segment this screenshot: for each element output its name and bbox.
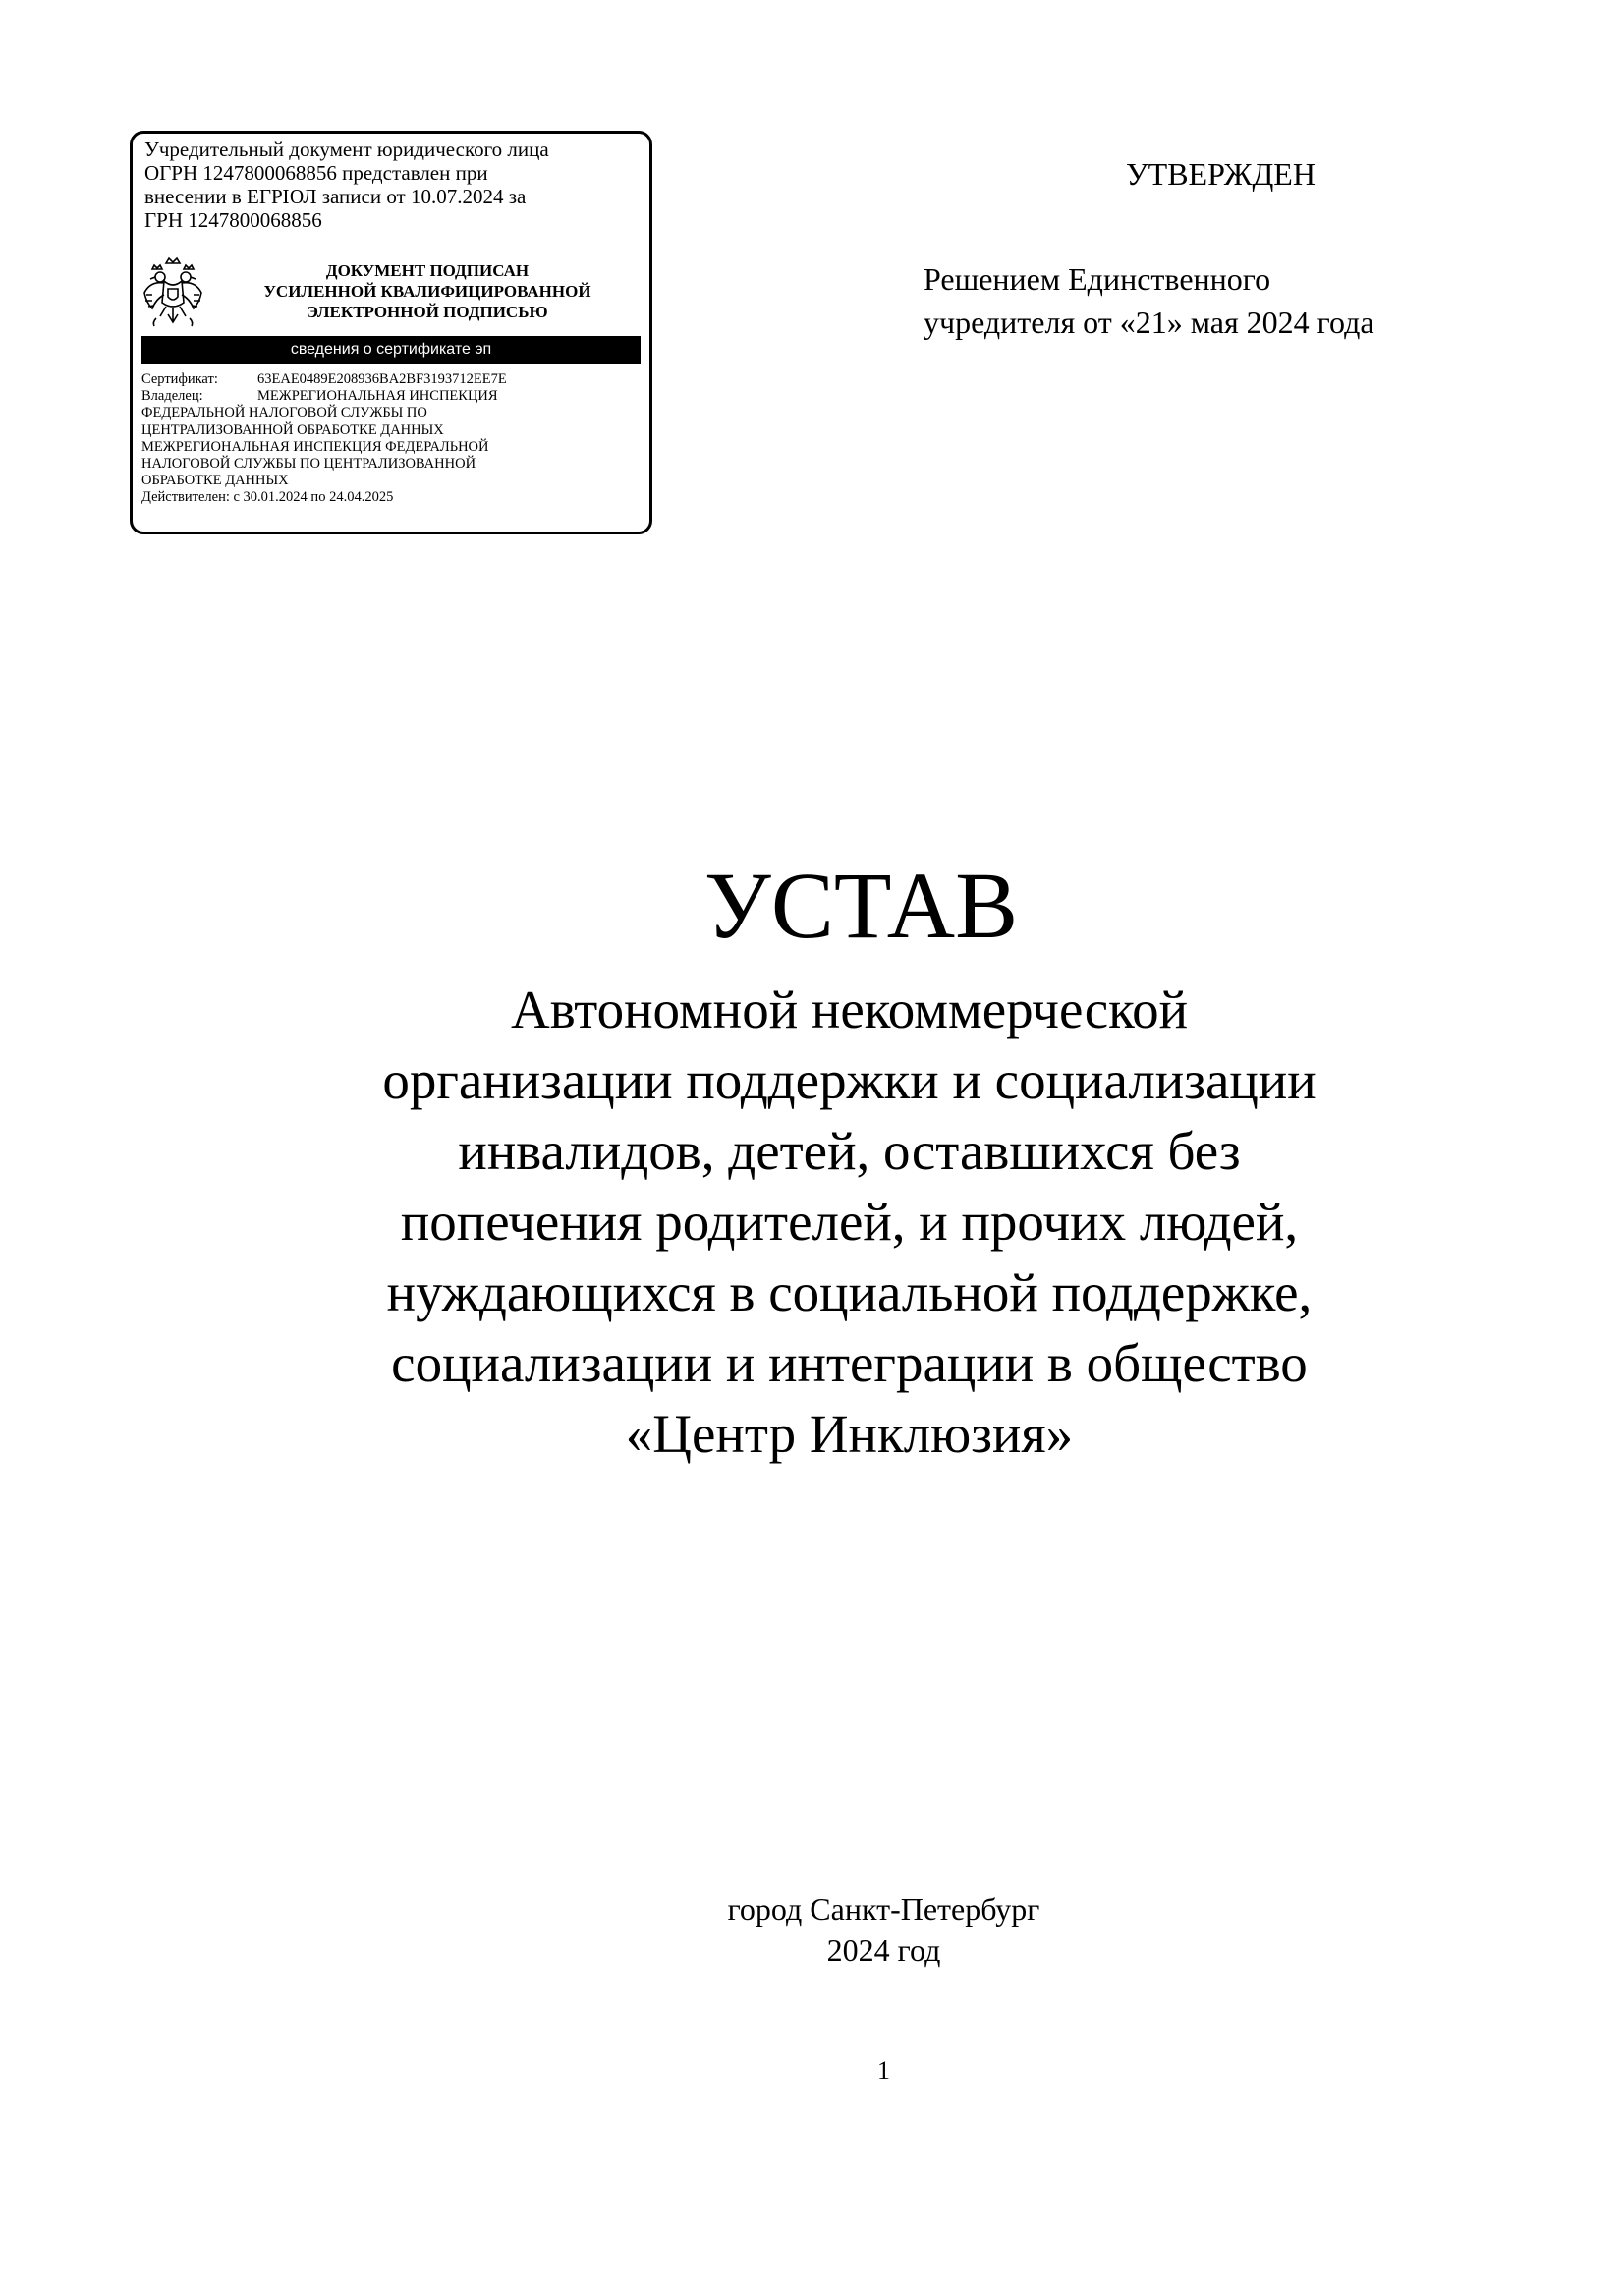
signed-line: УСИЛЕННОЙ КВАЛИФИЦИРОВАННОЙ — [263, 282, 591, 301]
decision-line: учредителя от «21» мая 2024 года — [924, 305, 1374, 340]
org-name-line: организации поддержки и социализации — [382, 1050, 1316, 1110]
owner-value-line: ФЕДЕРАЛЬНОЙ НАЛОГОВОЙ СЛУЖБЫ ПО — [141, 405, 427, 421]
org-name-line: Автономной некоммерческой — [510, 980, 1189, 1039]
owner-value-line: ЦЕНТРАЛИЗОВАННОЙ ОБРАБОТКЕ ДАННЫХ — [141, 421, 444, 438]
registration-line: внесении в ЕГРЮЛ записи от 10.07.2024 за — [144, 185, 527, 208]
coat-of-arms-icon — [140, 255, 205, 330]
certificate-value: 63EAE0489E208936BA2BF3193712EE7E — [257, 371, 507, 387]
owner-value-line: НАЛОГОВОЙ СЛУЖБЫ ПО ЦЕНТРАЛИЗОВАННОЙ — [141, 456, 476, 473]
page-number: 1 — [877, 2056, 890, 2085]
owner-row — [141, 388, 644, 405]
approval-decision — [924, 257, 1374, 344]
approved-heading: УТВЕРЖДЕН — [1126, 156, 1316, 192]
signed-line: ЭЛЕКТРОННОЙ ПОДПИСЬЮ — [307, 303, 548, 321]
org-name-line: социализации и интеграции в общество — [391, 1333, 1308, 1393]
signed-with-ecp-notice — [211, 260, 644, 322]
registration-line: Учредительный документ юридического лица — [144, 138, 549, 161]
registration-stamp — [130, 131, 652, 534]
certificate-header-bar: сведения о сертификате эп — [141, 336, 641, 364]
signed-line: ДОКУМЕНТ ПОДПИСАН — [325, 261, 530, 280]
owner-value-line: ОБРАБОТКЕ ДАННЫХ — [141, 473, 289, 489]
org-name-line: инвалидов, детей, оставшихся без — [458, 1121, 1241, 1181]
place-and-year — [0, 1888, 1624, 1971]
org-name-line: «Центр Инклюзия» — [625, 1404, 1074, 1464]
registration-line: ГРН 1247800068856 — [144, 208, 322, 232]
validity-label: Действителен: — [141, 489, 230, 506]
organization-name — [0, 975, 1624, 1470]
owner-value-line: МЕЖРЕГИОНАЛЬНАЯ ИНСПЕКЦИЯ ФЕДЕРАЛЬНОЙ — [141, 438, 489, 455]
registration-note — [144, 138, 647, 232]
certificate-label: Сертификат: — [141, 371, 218, 387]
year: 2024 год — [826, 1932, 941, 1968]
certificate-row — [141, 371, 644, 388]
decision-line: Решением Единственного — [924, 261, 1271, 297]
org-name-line: нуждающихся в социальной поддержке, — [386, 1262, 1313, 1322]
validity-row — [141, 489, 644, 506]
owner-label: Владелец: — [141, 388, 203, 405]
owner-value-line: МЕЖРЕГИОНАЛЬНАЯ ИНСПЕКЦИЯ — [257, 388, 498, 405]
validity-value: с 30.01.2024 по 24.04.2025 — [233, 489, 394, 506]
registration-line: ОГРН 1247800068856 представлен при — [144, 161, 488, 185]
document-title: УСТАВ — [703, 853, 1019, 958]
city: город Санкт-Петербург — [727, 1891, 1040, 1927]
org-name-line: попечения родителей, и прочих людей, — [400, 1192, 1299, 1252]
certificate-details — [141, 371, 644, 507]
